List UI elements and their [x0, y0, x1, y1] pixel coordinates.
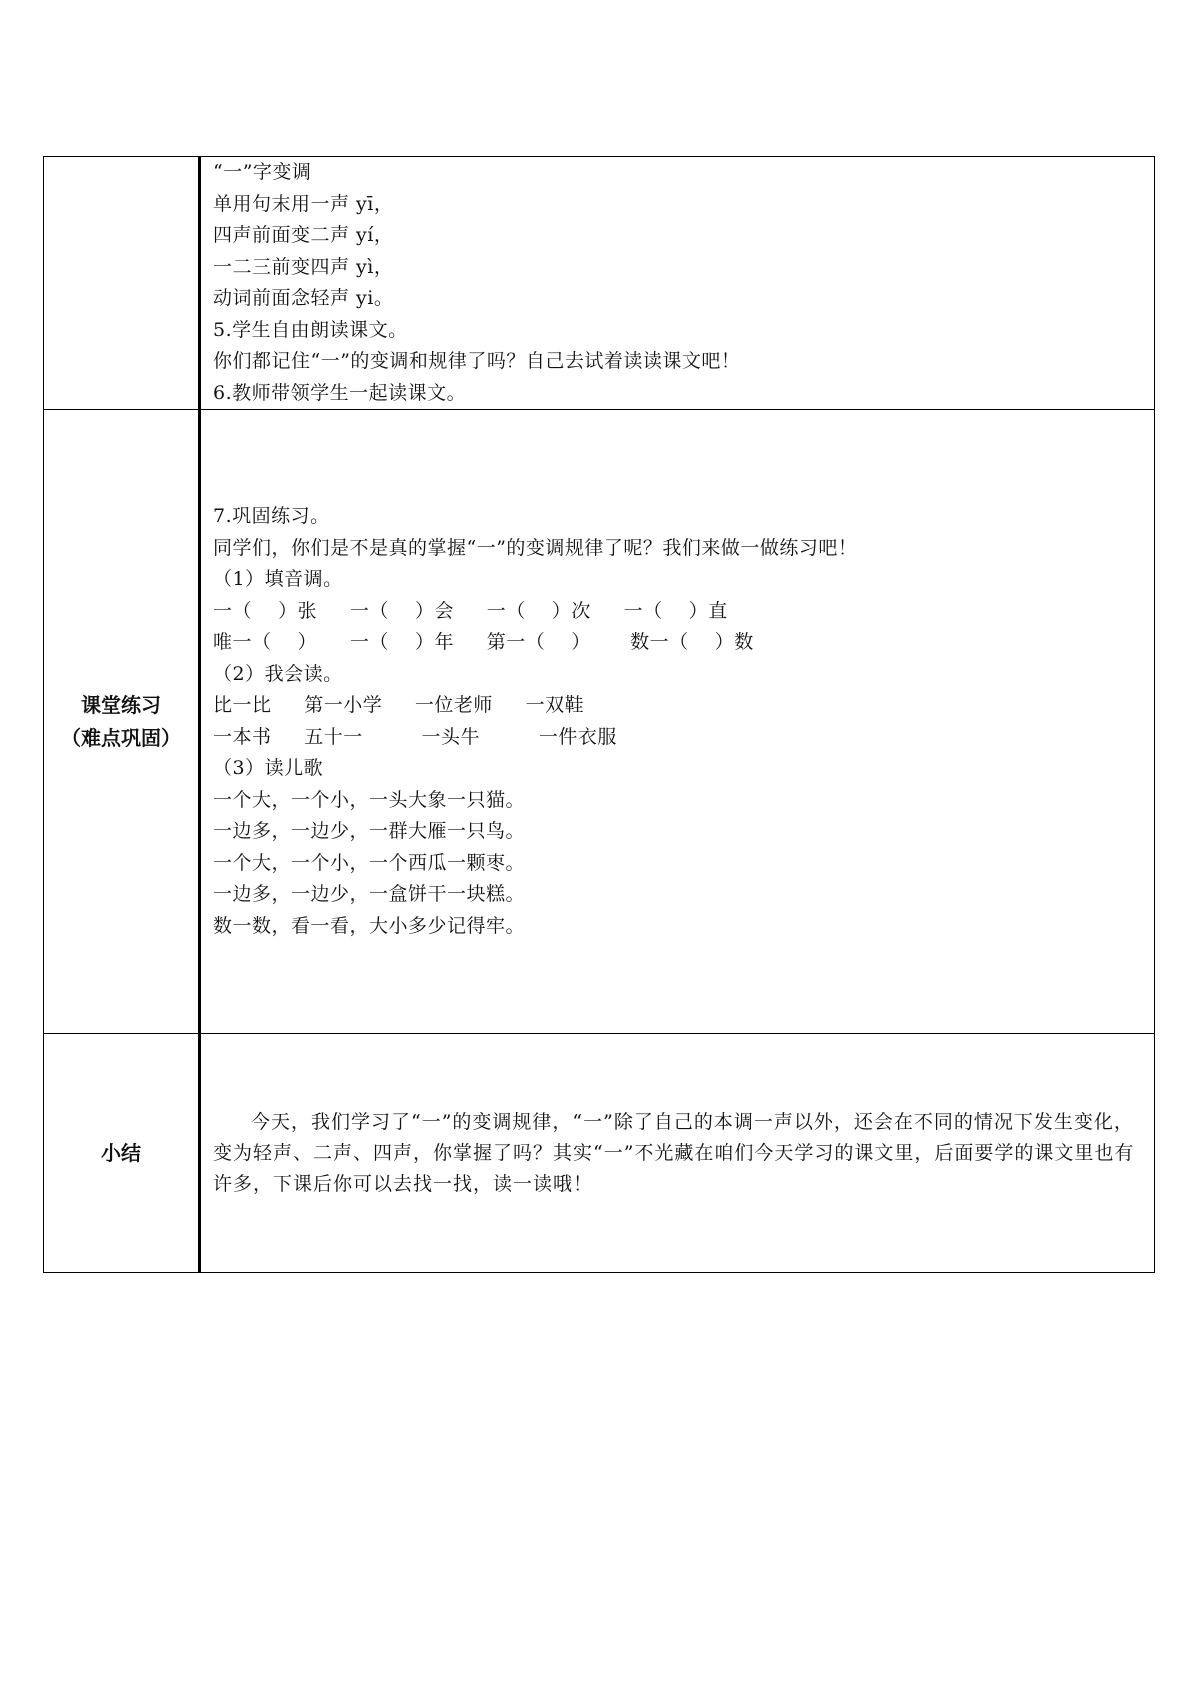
lesson-plan-table — [43, 156, 1155, 1273]
row-content-cell — [200, 157, 1155, 410]
row-content-cell — [200, 1034, 1155, 1273]
content-line: 数一数，看一看，大小多少记得牢。 — [213, 914, 526, 937]
content-line: （2）我会读。 — [213, 662, 343, 685]
content-line: 5.学生自由朗读课文。 — [213, 318, 408, 341]
content-line: 四声前面变二声 yí， — [213, 224, 394, 246]
section-sublabel: （难点巩固） — [61, 725, 181, 750]
content-line: 单用句末用一声 yī， — [213, 192, 394, 215]
table-row — [44, 410, 1155, 1034]
content-line: 一个大，一个小，一个西瓜一颗枣。 — [213, 851, 526, 874]
section-label: 小结 — [101, 1140, 141, 1165]
section-label: 课堂练习 — [81, 692, 161, 717]
row-content-cell — [200, 410, 1155, 1034]
content-line: 动词前面念轻声 yi。 — [213, 287, 394, 309]
content-line: 7.巩固练习。 — [213, 505, 330, 527]
row-label-cell — [44, 157, 200, 410]
row-label-cell — [44, 410, 200, 1034]
content-line: “一”字变调 — [213, 161, 312, 183]
content-line: 一边多，一边少，一群大雁一只鸟。 — [213, 820, 526, 842]
content-line: 一本书 五十一 一头牛 一件衣服 — [213, 725, 617, 748]
table-row — [44, 1034, 1155, 1273]
content-line: 一边多，一边少，一盒饼干一块糕。 — [213, 883, 526, 905]
content-line: 你们都记住“一”的变调和规律了吗？自己去试着读读课文吧！ — [213, 350, 741, 372]
content-line: 6.教师带领学生一起读课文。 — [213, 381, 467, 404]
content-line: 唯一（ ） 一（ ）年 第一（ ） 数一（ ）数 — [213, 631, 754, 653]
content-line: （1）填音调。 — [213, 568, 343, 590]
content-line: 一个大，一个小，一头大象一只猫。 — [213, 788, 526, 811]
content-line: 同学们，你们是不是真的掌握“一”的变调规律了呢？我们来做一做练习吧！ — [213, 536, 858, 559]
content-line: 一（ ）张 一（ ）会 一（ ）次 一（ ）直 — [213, 599, 728, 622]
table-row — [44, 157, 1155, 410]
content-line: （3）读儿歌 — [213, 757, 324, 779]
content-line: 一二三前变四声 yì， — [213, 255, 394, 278]
row-label-cell — [44, 1034, 200, 1273]
content-line: 比一比 第一小学 一位老师 一双鞋 — [213, 694, 585, 716]
summary-paragraph: 今天，我们学习了“一”的变调规律，“一”除了自己的本调一声以外，还会在不同的情况下发生变化，变为轻声、二声、四声，你掌握了吗？其实“一”不光藏在咱们今天学习的课文里，后面要学的课文里也有许多，下课后你可以去找一找，读一读哦！ — [213, 1110, 1135, 1195]
